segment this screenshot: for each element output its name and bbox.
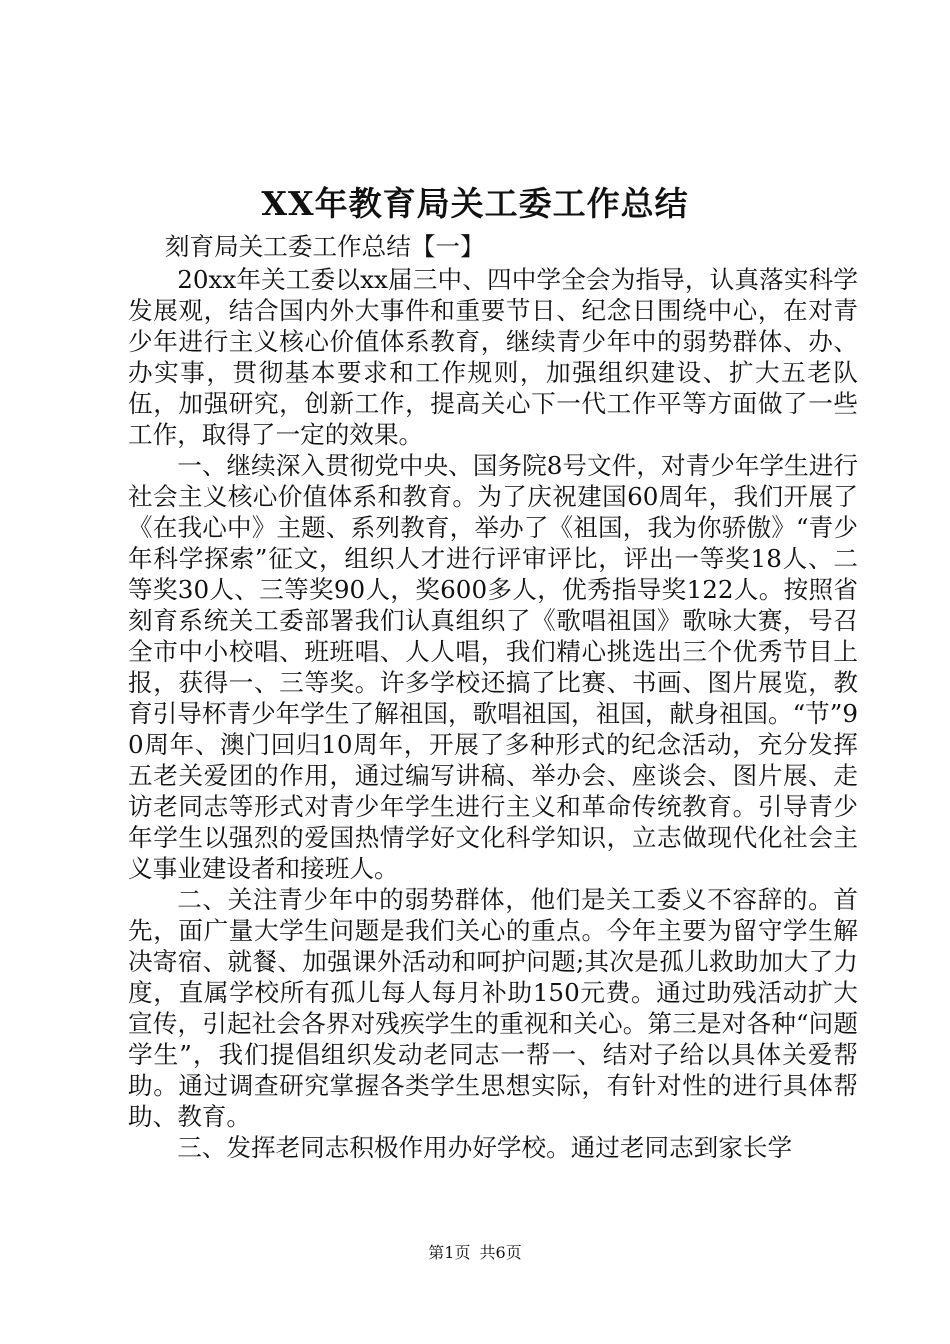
document-body [128,231,858,1163]
paragraph-intro: 20xx年关工委以xx届三中、四中学全会为指导，认真落实科学发展观，结合国内外大事件和重要节日、纪念日围绕中心，在对青少年进行主义核心价值体系教育，继续青少年中的弱势群体、办、办实事，贯彻基本要求和工作规则，加强组织建设、扩大五老队伍，加强研究，创新工作，提高关心下一代工作平等方面做了一些工作，取得了一定的效果。 [128,265,858,449]
section-subheading: 刻育局关工委工作总结【一】 [164,232,485,261]
page-total: 共6页 [479,1243,522,1262]
page-number: 第1页 [428,1243,471,1262]
paragraph-section-2: 二、关注青少年中的弱势群体，他们是关工委义不容辞的。首先，面广量大学生问题是我们关心的重点。今年主要为留守学生解决寄宿、就餐、加强课外活动和呵护问题;其次是孤儿救助加大了力度，直属学校所有孤儿每人每月补助150元费。通过助残活动扩大宣传，引起社会各界对残疾学生的重视和关心。第三是对各种“问题学生”，我们提倡组织发动老同志一帮一、结对子给以具体关爱帮助。通过调查研究掌握各类学生思想实际，有针对性的进行具体帮助、教育。 [128,885,858,1131]
paragraph-section-1: 一、继续深入贯彻党中央、国务院8号文件，对青少年学生进行社会主义核心价值体系和教育。为了庆祝建国60周年，我们开展了《在我心中》主题、系列教育，举办了《祖国，我为你骄傲》“青少年科学探索”征文，组织人才进行评审评比，评出一等奖18人、二等奖30人、三等奖90人，奖600多人，优秀指导奖122人。按照省刻育系统关工委部署我们认真组织了《歌唱祖国》歌咏大赛，号召全市中小校唱、班班唱、人人唱，我们精心挑选出三个优秀节目上报，获得一、三等奖。许多学校还搞了比赛、书画、图片展览，教育引导杯青少年学生了解祖国，歌唱祖国，祖国，献身祖国。“节”90周年、澳门回归10周年，开展了多种形式的纪念活动，充分发挥五老关爱团的作用，通过编写讲稿、举办会、座谈会、图片展、走访老同志等形式对青少年学生进行主义和革命传统教育。引导青少年学生以强烈的爱国热情学好文化科学知识，立志做现代化社会主义事业建设者和接班人。 [128,451,858,883]
page-footer [0,1241,950,1265]
document-title: XX年教育局关工委工作总结 [261,184,689,223]
paragraph-section-3: 三、发挥老同志积极作用办好学校。通过老同志到家长学 [177,1133,793,1162]
